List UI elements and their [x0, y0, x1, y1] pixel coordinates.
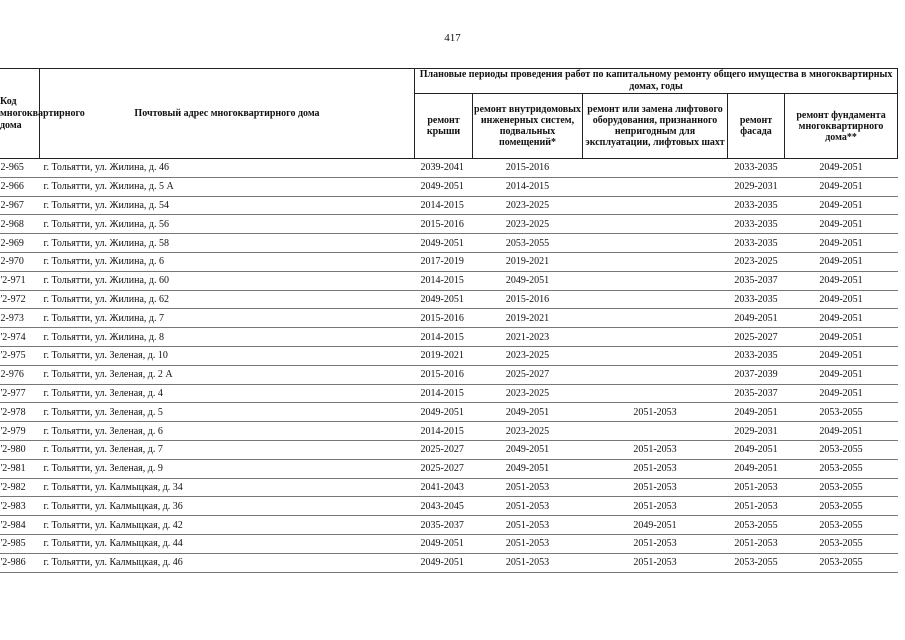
row-address: г. Тольятти, ул. Калмыцкая, д. 36: [40, 497, 415, 516]
row-lift-period: [583, 234, 728, 253]
table-row: [0, 459, 898, 478]
row-engineering-period: 2051-2053: [473, 553, 583, 572]
row-foundation-period: 2053-2055: [785, 459, 898, 478]
row-facade-period: 2033-2035: [728, 159, 785, 178]
row-foundation-period: 2053-2055: [785, 553, 898, 572]
row-foundation-period: 2049-2051: [785, 365, 898, 384]
row-facade-period: 2035-2037: [728, 384, 785, 403]
row-address: г. Тольятти, ул. Жилина, д. 5 А: [40, 177, 415, 196]
row-roof-period: 2025-2027: [415, 440, 473, 459]
row-engineering-period: 2014-2015: [473, 177, 583, 196]
row-foundation-period: 2053-2055: [785, 403, 898, 422]
row-lift-period: 2051-2053: [583, 478, 728, 497]
header-row-top: [0, 69, 898, 94]
row-roof-period: 2049-2051: [415, 553, 473, 572]
row-address: г. Тольятти, ул. Жилина, д. 60: [40, 271, 415, 290]
row-roof-period: 2049-2051: [415, 177, 473, 196]
row-code: 2-968: [0, 215, 40, 234]
row-code: 2-966: [0, 177, 40, 196]
row-foundation-period: 2049-2051: [785, 290, 898, 309]
row-roof-period: 2014-2015: [415, 271, 473, 290]
table-row: [0, 346, 898, 365]
row-code: '2-981: [0, 459, 40, 478]
row-code: '2-984: [0, 516, 40, 535]
row-address: г. Тольятти, ул. Зеленая, д. 4: [40, 384, 415, 403]
row-code: '2-974: [0, 328, 40, 347]
row-engineering-period: 2023-2025: [473, 384, 583, 403]
repair-schedule-table: [0, 68, 898, 573]
row-engineering-period: 2015-2016: [473, 290, 583, 309]
row-code: 2-969: [0, 234, 40, 253]
table-row: [0, 234, 898, 253]
row-code: '2-985: [0, 534, 40, 553]
row-address: г. Тольятти, ул. Жилина, д. 56: [40, 215, 415, 234]
table-row: [0, 534, 898, 553]
row-facade-period: 2033-2035: [728, 215, 785, 234]
row-lift-period: [583, 271, 728, 290]
row-lift-period: [583, 196, 728, 215]
row-lift-period: [583, 177, 728, 196]
row-facade-period: 2023-2025: [728, 252, 785, 271]
row-roof-period: 2015-2016: [415, 365, 473, 384]
row-address: г. Тольятти, ул. Калмыцкая, д. 44: [40, 534, 415, 553]
row-address: г. Тольятти, ул. Жилина, д. 6: [40, 252, 415, 271]
row-lift-period: 2049-2051: [583, 516, 728, 535]
row-engineering-period: 2023-2025: [473, 346, 583, 365]
row-facade-period: 2035-2037: [728, 271, 785, 290]
table-row: [0, 177, 898, 196]
table-row: [0, 196, 898, 215]
row-facade-period: 2029-2031: [728, 177, 785, 196]
table-row: [0, 478, 898, 497]
row-address: г. Тольятти, ул. Жилина, д. 58: [40, 234, 415, 253]
row-engineering-period: 2019-2021: [473, 309, 583, 328]
row-address: г. Тольятти, ул. Калмыцкая, д. 34: [40, 478, 415, 497]
row-facade-period: 2049-2051: [728, 403, 785, 422]
row-code: 2-967: [0, 196, 40, 215]
row-lift-period: 2051-2053: [583, 553, 728, 572]
row-address: г. Тольятти, ул. Зеленая, д. 9: [40, 459, 415, 478]
row-engineering-period: 2049-2051: [473, 440, 583, 459]
row-foundation-period: 2049-2051: [785, 309, 898, 328]
row-foundation-period: 2049-2051: [785, 252, 898, 271]
row-address: г. Тольятти, ул. Зеленая, д. 2 А: [40, 365, 415, 384]
row-foundation-period: 2049-2051: [785, 196, 898, 215]
row-address: г. Тольятти, ул. Жилина, д. 7: [40, 309, 415, 328]
table-row: [0, 497, 898, 516]
row-engineering-period: 2025-2027: [473, 365, 583, 384]
table-row: [0, 422, 898, 441]
table-row: [0, 403, 898, 422]
row-foundation-period: 2049-2051: [785, 422, 898, 441]
row-address: г. Тольятти, ул. Зеленая, д. 6: [40, 422, 415, 441]
row-foundation-period: 2053-2055: [785, 478, 898, 497]
row-code: '2-972: [0, 290, 40, 309]
row-code: '2-975: [0, 346, 40, 365]
row-foundation-period: 2049-2051: [785, 346, 898, 365]
row-roof-period: 2049-2051: [415, 234, 473, 253]
row-foundation-period: 2049-2051: [785, 215, 898, 234]
row-engineering-period: 2019-2021: [473, 252, 583, 271]
row-foundation-period: 2053-2055: [785, 516, 898, 535]
row-lift-period: 2051-2053: [583, 440, 728, 459]
row-address: г. Тольятти, ул. Жилина, д. 62: [40, 290, 415, 309]
row-code: 2-965: [0, 159, 40, 178]
row-foundation-period: 2049-2051: [785, 177, 898, 196]
row-lift-period: [583, 309, 728, 328]
row-roof-period: 2019-2021: [415, 346, 473, 365]
page-number: 417: [444, 32, 461, 44]
table-header: [0, 69, 898, 159]
table-row: [0, 365, 898, 384]
row-engineering-period: 2051-2053: [473, 497, 583, 516]
table-row: [0, 309, 898, 328]
row-engineering-period: 2051-2053: [473, 516, 583, 535]
row-lift-period: [583, 252, 728, 271]
row-code: '2-980: [0, 440, 40, 459]
header-code: Код многоквартирного дома: [0, 69, 40, 159]
row-lift-period: [583, 384, 728, 403]
row-code: '2-979: [0, 422, 40, 441]
row-lift-period: 2051-2053: [583, 459, 728, 478]
row-address: г. Тольятти, ул. Зеленая, д. 5: [40, 403, 415, 422]
row-roof-period: 2041-2043: [415, 478, 473, 497]
row-roof-period: 2014-2015: [415, 196, 473, 215]
row-foundation-period: 2049-2051: [785, 328, 898, 347]
row-foundation-period: 2049-2051: [785, 384, 898, 403]
table-body: [0, 159, 898, 573]
header-engineering: ремонт внутридомовых инженерных систем, подвальных помещений*: [473, 94, 583, 159]
row-code: '2-986: [0, 553, 40, 572]
row-facade-period: 2053-2055: [728, 516, 785, 535]
row-engineering-period: 2051-2053: [473, 478, 583, 497]
row-foundation-period: 2053-2055: [785, 497, 898, 516]
table-row: [0, 252, 898, 271]
row-facade-period: 2037-2039: [728, 365, 785, 384]
row-lift-period: [583, 328, 728, 347]
row-address: г. Тольятти, ул. Жилина, д. 8: [40, 328, 415, 347]
row-engineering-period: 2049-2051: [473, 403, 583, 422]
header-foundation: ремонт фундамента многоквартирного дома**: [785, 94, 898, 159]
table-row: [0, 271, 898, 290]
row-code: '2-983: [0, 497, 40, 516]
row-lift-period: [583, 365, 728, 384]
row-roof-period: 2015-2016: [415, 309, 473, 328]
row-facade-period: 2051-2053: [728, 534, 785, 553]
row-engineering-period: 2023-2025: [473, 196, 583, 215]
row-facade-period: 2033-2035: [728, 290, 785, 309]
row-address: г. Тольятти, ул. Зеленая, д. 7: [40, 440, 415, 459]
row-lift-period: 2051-2053: [583, 403, 728, 422]
row-lift-period: [583, 346, 728, 365]
row-facade-period: 2049-2051: [728, 440, 785, 459]
row-foundation-period: 2049-2051: [785, 271, 898, 290]
row-lift-period: [583, 422, 728, 441]
row-roof-period: 2015-2016: [415, 215, 473, 234]
row-address: г. Тольятти, ул. Жилина, д. 46: [40, 159, 415, 178]
row-facade-period: 2049-2051: [728, 459, 785, 478]
table-row: [0, 516, 898, 535]
header-roof: ремонт крыши: [415, 94, 473, 159]
row-code: 2-973: [0, 309, 40, 328]
row-code: 2-976: [0, 365, 40, 384]
row-facade-period: 2033-2035: [728, 346, 785, 365]
row-facade-period: 2033-2035: [728, 234, 785, 253]
row-address: г. Тольятти, ул. Жилина, д. 54: [40, 196, 415, 215]
row-roof-period: 2035-2037: [415, 516, 473, 535]
row-roof-period: 2014-2015: [415, 384, 473, 403]
table-row: [0, 159, 898, 178]
row-roof-period: 2039-2041: [415, 159, 473, 178]
row-code: 2-970: [0, 252, 40, 271]
row-foundation-period: 2049-2051: [785, 159, 898, 178]
table-row: [0, 384, 898, 403]
row-engineering-period: 2051-2053: [473, 534, 583, 553]
table-row: [0, 290, 898, 309]
row-roof-period: 2014-2015: [415, 422, 473, 441]
row-lift-period: [583, 215, 728, 234]
row-roof-period: 2025-2027: [415, 459, 473, 478]
row-engineering-period: 2053-2055: [473, 234, 583, 253]
row-foundation-period: 2053-2055: [785, 440, 898, 459]
row-roof-period: 2049-2051: [415, 534, 473, 553]
row-foundation-period: 2049-2051: [785, 234, 898, 253]
table-row: [0, 553, 898, 572]
row-engineering-period: 2049-2051: [473, 271, 583, 290]
row-engineering-period: 2015-2016: [473, 159, 583, 178]
row-roof-period: 2049-2051: [415, 403, 473, 422]
header-facade: ремонт фасада: [728, 94, 785, 159]
row-roof-period: 2049-2051: [415, 290, 473, 309]
repair-schedule-table-wrap: [0, 68, 897, 573]
row-lift-period: [583, 159, 728, 178]
row-roof-period: 2043-2045: [415, 497, 473, 516]
row-facade-period: 2051-2053: [728, 497, 785, 516]
row-facade-period: 2033-2035: [728, 196, 785, 215]
row-facade-period: 2051-2053: [728, 478, 785, 497]
row-address: г. Тольятти, ул. Калмыцкая, д. 46: [40, 553, 415, 572]
row-facade-period: 2025-2027: [728, 328, 785, 347]
row-lift-period: [583, 290, 728, 309]
header-lift: ремонт или замена лифтового оборудования, признанного непригодным для эксплуатации, лифтовых шахт: [583, 94, 728, 159]
row-code: '2-971: [0, 271, 40, 290]
row-lift-period: 2051-2053: [583, 534, 728, 553]
table-row: [0, 328, 898, 347]
row-foundation-period: 2053-2055: [785, 534, 898, 553]
row-roof-period: 2017-2019: [415, 252, 473, 271]
row-address: г. Тольятти, ул. Калмыцкая, д. 42: [40, 516, 415, 535]
row-engineering-period: 2021-2023: [473, 328, 583, 347]
table-row: [0, 215, 898, 234]
row-code: '2-978: [0, 403, 40, 422]
row-code: '2-982: [0, 478, 40, 497]
row-address: г. Тольятти, ул. Зеленая, д. 10: [40, 346, 415, 365]
row-facade-period: 2053-2055: [728, 553, 785, 572]
row-engineering-period: 2023-2025: [473, 422, 583, 441]
row-facade-period: 2049-2051: [728, 309, 785, 328]
row-engineering-period: 2049-2051: [473, 459, 583, 478]
table-row: [0, 440, 898, 459]
header-address: Почтовый адрес многоквартирного дома: [40, 69, 415, 159]
row-roof-period: 2014-2015: [415, 328, 473, 347]
row-facade-period: 2029-2031: [728, 422, 785, 441]
row-engineering-period: 2023-2025: [473, 215, 583, 234]
row-code: '2-977: [0, 384, 40, 403]
row-lift-period: 2051-2053: [583, 497, 728, 516]
header-periods: Плановые периоды проведения работ по капитальному ремонту общего имущества в многоквартирных домах, годы: [415, 69, 898, 94]
